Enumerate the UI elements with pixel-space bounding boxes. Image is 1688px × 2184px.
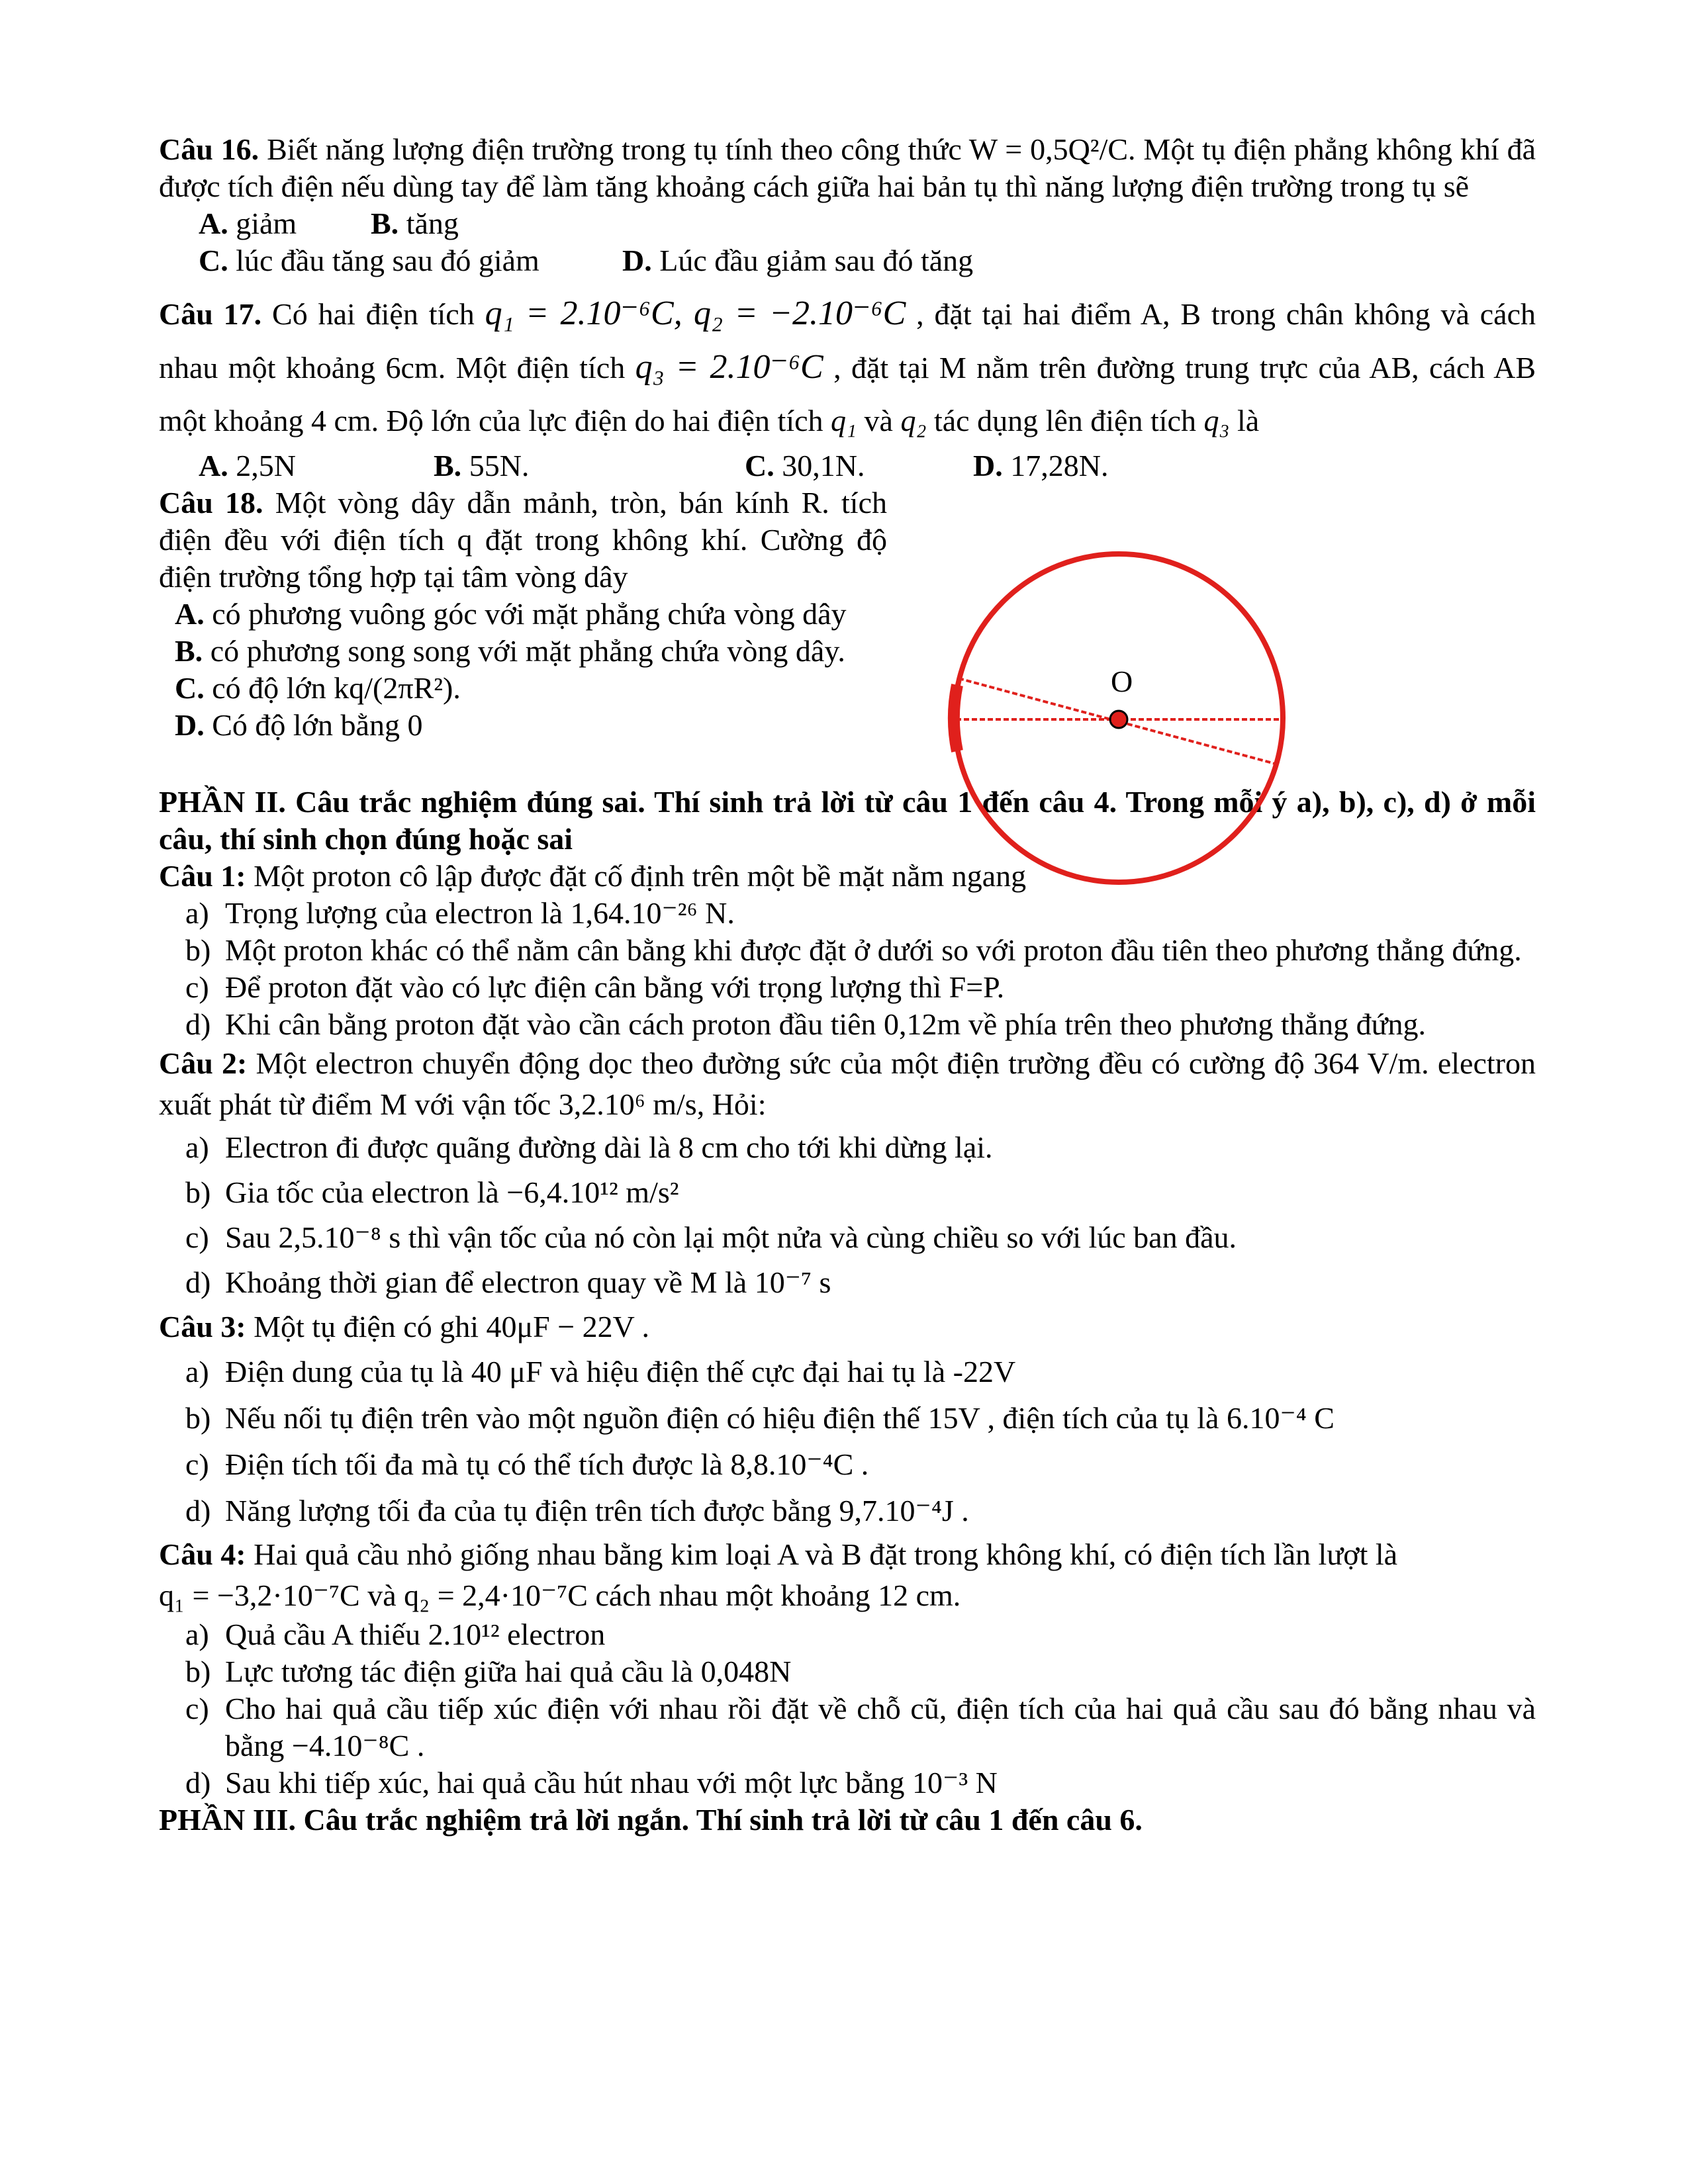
part2-question-2-items bbox=[159, 1125, 1536, 1305]
charge3-formula: q₃ = 2.10⁻⁶C bbox=[635, 348, 823, 386]
option-b: B. có phương song song với mặt phẳng chứa vòng dây. bbox=[175, 634, 845, 668]
question-17: Câu 17. Có hai điện tích q₁ = 2.10⁻⁶C, q₂ = −2.10⁻⁶C , đặt tại hai điểm A, B trong chân không và cách nhau một khoảng 6cm. Một điện tích q₃ = 2.10⁻⁶C , đặt tại M nằm trên đường trung trực của AB, cách AB một khoảng 4 cm. Độ lớn của lực điện do hai điện tích q₁ và q₂ tác dụng lên điện tích q₃ là bbox=[159, 295, 1536, 437]
part2-question-1: Câu 1: Một proton cô lập được đặt cố định trên một bề mặt nằm ngang bbox=[159, 859, 1027, 893]
part2-question-2: Câu 2: Một electron chuyển động dọc theo đường sức của một điện trường đều có cường độ 364 V/m. electron xuất phát từ điểm M với vận tốc 3,2.10⁶ m/s, Hỏi: bbox=[159, 1046, 1536, 1121]
part2-question-4-items bbox=[159, 1616, 1536, 1801]
statement-d: d) Khi cân bằng proton đặt vào cần cách proton đầu tiên 0,12m về phía trên theo phương thẳng đứng. bbox=[185, 1007, 1427, 1041]
statement-d: d) Khoảng thời gian để electron quay về M là 10⁻⁷ s bbox=[185, 1265, 831, 1299]
question-label: Câu 17. bbox=[159, 297, 262, 331]
option-c: C. có độ lớn kq/(2πR²). bbox=[175, 671, 461, 705]
statement-c: c) Cho hai quả cầu tiếp xúc điện với nhau rồi đặt về chỗ cũ, điện tích của hai quả cầu sau đó bằng nhau và bằng −4.10⁻⁸C . bbox=[185, 1692, 1536, 1762]
part2-question-3-items bbox=[159, 1349, 1536, 1534]
part2-question-1-items bbox=[159, 895, 1536, 1043]
question-18-options bbox=[159, 596, 936, 744]
ring-figure bbox=[947, 546, 1291, 890]
statement-b: b) Nếu nối tụ điện trên vào một nguồn điện có hiệu điện thế 15V , điện tích của tụ là 6.10⁻⁴ C bbox=[185, 1401, 1335, 1435]
question-16-options bbox=[159, 205, 1536, 279]
option-c: C. 30,1N. bbox=[745, 449, 865, 482]
statement-a: a) Quả cầu A thiếu 2.10¹² electron bbox=[185, 1617, 606, 1651]
question-label: Câu 18. bbox=[159, 486, 263, 520]
part2-question-4-charges: q₁ = −3,2·10⁻⁷C và q₂ = 2,4·10⁻⁷C cách nhau một khoảng 12 cm. bbox=[159, 1578, 961, 1612]
exam-page bbox=[159, 131, 1536, 1839]
question-17-options bbox=[159, 447, 1536, 484]
question-label: Câu 16. bbox=[159, 132, 259, 166]
part2-heading: PHẦN II. Câu trắc nghiệm đúng sai. Thí sinh trả lời từ câu 1 đến câu 4. Trong mỗi ý a), b), c), d) ở mỗi câu, thí sinh chọn đúng hoặc sai bbox=[159, 785, 1536, 856]
center-point bbox=[1110, 711, 1127, 728]
option-b: B. 55N. bbox=[434, 449, 530, 482]
option-a: A. có phương vuông góc với mặt phẳng chứa vòng dây bbox=[175, 597, 847, 631]
question-stem: Biết năng lượng điện trường trong tụ tính theo công thức W = 0,5Q²/C. Một tụ điện phẳng không khí đã được tích điện nếu dùng tay để làm tăng khoảng cách giữa hai bản tụ thì năng lượng điện trường trong tụ sẽ bbox=[159, 132, 1536, 203]
option-a: A. 2,5N bbox=[199, 449, 296, 482]
statement-a: a) Trọng lượng của electron là 1,64.10⁻²⁶ N. bbox=[185, 896, 735, 930]
statement-a: a) Điện dung của tụ là 40 μF và hiệu điện thế cực đại hai tụ là -22V bbox=[185, 1355, 1016, 1388]
statement-d: d) Sau khi tiếp xúc, hai quả cầu hút nhau với một lực bằng 10⁻³ N bbox=[185, 1766, 998, 1799]
part2-question-3: Câu 3: Một tụ điện có ghi 40μF − 22V . bbox=[159, 1310, 650, 1343]
statement-d: d) Năng lượng tối đa của tụ điện trên tích được bằng 9,7.10⁻⁴J . bbox=[185, 1494, 969, 1527]
statement-b: b) Một proton khác có thể nằm cân bằng khi được đặt ở dưới so với proton đầu tiên theo phương thẳng đứng. bbox=[185, 933, 1522, 967]
part2-question-4: Câu 4: Hai quả cầu nhỏ giống nhau bằng kim loại A và B đặt trong không khí, có điện tích lần lượt là bbox=[159, 1537, 1398, 1571]
statement-c: c) Sau 2,5.10⁻⁸ s thì vận tốc của nó còn lại một nửa và cùng chiều so với lúc ban đầu. bbox=[185, 1220, 1237, 1254]
statement-a: a) Electron đi được quãng đường dài là 8 cm cho tới khi dừng lại. bbox=[185, 1130, 993, 1164]
statement-c: c) Để proton đặt vào có lực điện cân bằng với trọng lượng thì F=P. bbox=[185, 970, 1005, 1004]
statement-b: b) Gia tốc của electron là −6,4.10¹² m/s² bbox=[185, 1175, 679, 1209]
option-d: D. Có độ lớn bằng 0 bbox=[175, 708, 423, 742]
option-d: D. Lúc đầu giảm sau đó tăng bbox=[622, 244, 974, 277]
question-18 bbox=[159, 484, 887, 596]
option-b: B. tăng bbox=[371, 206, 459, 240]
option-d: D. 17,28N. bbox=[973, 449, 1109, 482]
center-label: O bbox=[1111, 664, 1133, 698]
statement-c: c) Điện tích tối đa mà tụ có thể tích được là 8,8.10⁻⁴C . bbox=[185, 1447, 869, 1481]
option-a: A. giảm bbox=[199, 206, 297, 240]
part3-heading: PHẦN III. Câu trắc nghiệm trả lời ngắn. Thí sinh trả lời từ câu 1 đến câu 6. bbox=[159, 1803, 1143, 1837]
question-stem: Một vòng dây dẫn mảnh, tròn, bán kính R. tích điện đều với điện tích q đặt trong không khí. Cường độ điện trường tổng hợp tại tâm vòng dây bbox=[159, 486, 888, 594]
statement-b: b) Lực tương tác điện giữa hai quả cầu là 0,048N bbox=[185, 1655, 792, 1688]
question-16 bbox=[159, 131, 1536, 205]
option-c: C. lúc đầu tăng sau đó giảm bbox=[199, 244, 539, 277]
charges-formula: q₁ = 2.10⁻⁶C, q₂ = −2.10⁻⁶C bbox=[485, 295, 906, 332]
